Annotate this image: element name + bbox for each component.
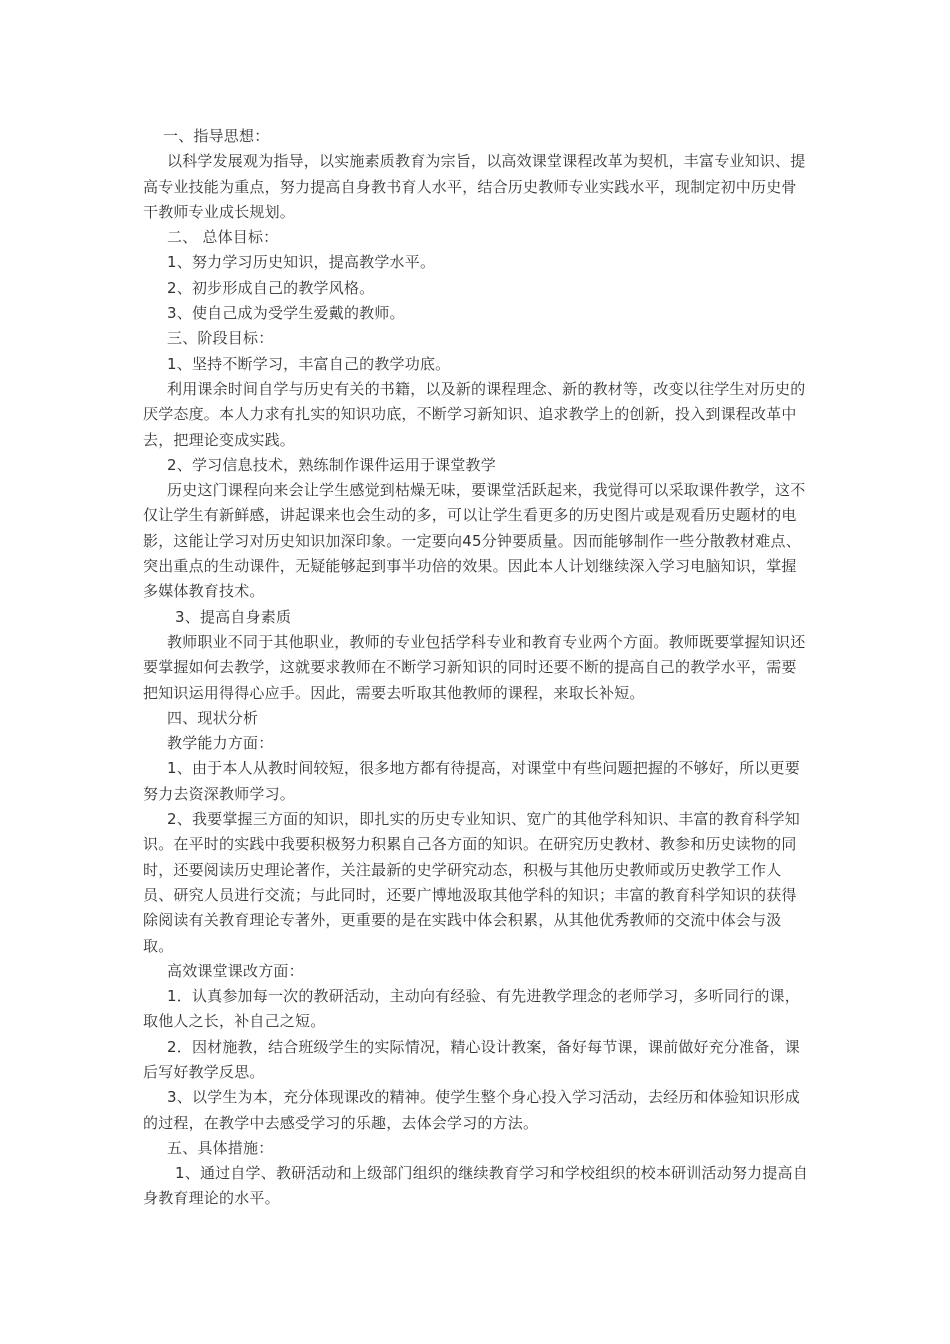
body-paragraph: 2．因材施教，结合班级学生的实际情况，精心设计教案，备好每节课，课前做好充分准备，课后写好教学反思。: [143, 1037, 800, 1081]
body-paragraph: 1．认真参加每一次的教研活动，主动向有经验、有先进教学理念的老师学习，多听同行的课，取他人之长，补自己之短。: [143, 987, 800, 1031]
body-paragraph: 1、由于本人从教时间较短，很多地方都有待提高，对课堂中有些问题把握的不够好，所以更要努力去资深教师学习。: [143, 759, 800, 803]
section-heading: 五、具体措施：: [167, 1138, 274, 1157]
body-paragraph: 3、以学生为本，充分体现课改的精神。使学生整个身心投入学习活动，去经历和体验知识形成的过程，在教学中去感受学习的乐趣，去体会学习的方法。: [143, 1088, 800, 1132]
body-paragraph: 1、坚持不断学习，丰富自己的教学功底。: [167, 354, 451, 373]
body-paragraph: 教师职业不同于其他职业，教师的专业包括学科专业和教育专业两个方面。教师既要掌握知识还要掌握如何去教学，这就要求教师在不断学习新知识的同时还要不断的提高自己的教学水平，需要把知识运用得得心应手。因此，需要去听取其他教师的课程，来取长补短。: [143, 632, 806, 702]
body-paragraph: 1、通过自学、教研活动和上级部门组织的继续教育学习和学校组织的校本研训活动努力提高自身教育理论的水平。: [143, 1164, 808, 1208]
body-paragraph: 2、我要掌握三方面的知识，即扎实的历史专业知识、宽广的其他学科知识、丰富的教育科学知识。在平时的实践中我要积极努力积累自己各方面的知识。在研究历史教材、教参和历史读物的同时，还要阅读历史理论著作，关注最新的史学研究动态，积极与其他历史教师或历史教学工作人员、研究人员进行交流；与此同时，还要广博地汲取其他学科的知识；丰富的教育科学知识的获得除阅读有关教育理论专著外，更重要的是在实践中体会积累，从其他优秀教师的交流中体会与汲取。: [143, 810, 800, 955]
section-heading: 一、指导思想：: [163, 127, 270, 145]
body-paragraph: 历史这门课程向来会让学生感觉到枯燥无味，要课堂活跃起来，我觉得可以采取课件教学，这不仅让学生有新鲜感，讲起课来也会生动的多，可以让学生看更多的历史图片或是观看历史题材的电影，这能让学习对历史知识加深印象。一定要向45分钟要质量。因而能够制作一些分散教材难点、突出重点的生动课件，无疑能够起到事半功倍的效果。因此本人计划继续深入学习电脑知识，掌握多媒体教育技术。: [143, 481, 806, 601]
document-body: [143, 124, 808, 1212]
section-heading: 三、阶段目标：: [167, 329, 274, 348]
body-paragraph: 3、使自己成为受学生爱戴的教师。: [167, 304, 405, 323]
body-paragraph: 1、努力学习历史知识，提高教学水平。: [167, 253, 436, 272]
body-paragraph: 3、提高自身素质: [175, 607, 292, 626]
body-paragraph: 2、初步形成自己的教学风格。: [167, 278, 375, 297]
body-paragraph: 2、学习信息技术，熟练制作课件运用于课堂教学: [167, 455, 496, 474]
section-heading: 二、 总体目标：: [167, 228, 279, 247]
body-paragraph: 高效课堂课改方面：: [167, 961, 304, 980]
body-paragraph: 教学能力方面：: [167, 734, 274, 753]
section-heading: 四、现状分析: [167, 708, 259, 727]
body-paragraph: 利用课余时间自学与历史有关的书籍，以及新的课程理念、新的教材等，改变以往学生对历史的厌学态度。本人力求有扎实的知识功底，不断学习新知识、追求教学上的创新，投入到课程改革中去，把理论变成实践。: [143, 379, 806, 449]
body-paragraph: 以科学发展观为指导，以实施素质教育为宗旨，以高效课堂课程改革为契机，丰富专业知识、提高专业技能为重点，努力提高自身教书育人水平，结合历史教师专业实践水平，现制定初中历史骨干教师专业成长规划。: [143, 152, 806, 221]
